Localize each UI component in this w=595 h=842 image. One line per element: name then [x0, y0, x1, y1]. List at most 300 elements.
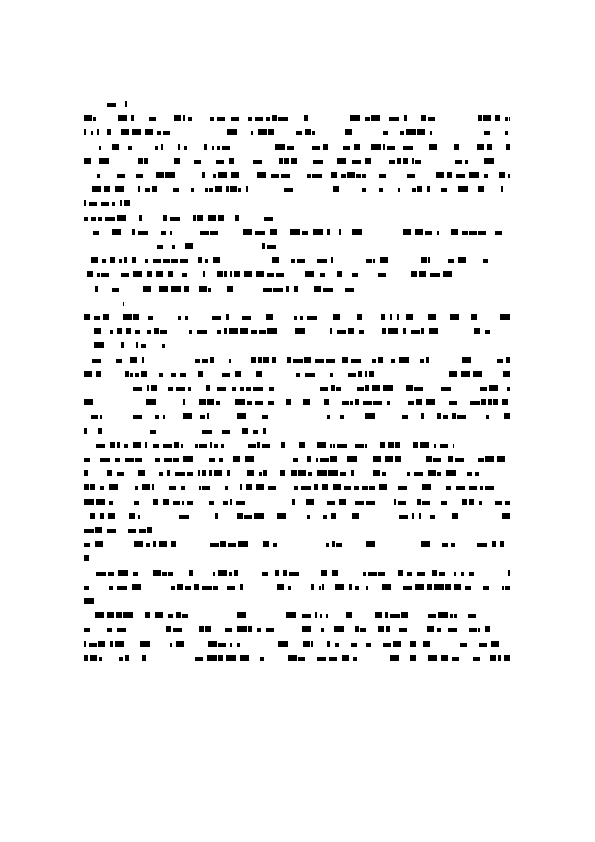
glyph-run: [343, 146, 350, 150]
glyph-run: [193, 215, 196, 221]
glyph-run: [334, 626, 344, 632]
glyph-run: [399, 357, 409, 363]
glyph-run: [152, 186, 157, 192]
glyph-run: [202, 359, 208, 363]
glyph-run: [218, 643, 226, 647]
glyph-run: [199, 486, 201, 490]
glyph-run: [94, 342, 104, 348]
glyph-run: [321, 628, 324, 632]
glyph-run: [226, 655, 236, 661]
glyph-run: [505, 131, 508, 135]
glyph-run: [214, 444, 218, 448]
glyph-run: [419, 271, 426, 277]
glyph-run: [177, 584, 183, 590]
glyph-run: [407, 572, 412, 576]
glyph-run: [403, 586, 412, 590]
glyph-run: [232, 387, 236, 391]
glyph-run: [224, 271, 227, 277]
glyph-run: [492, 541, 496, 547]
glyph-run: [437, 413, 441, 419]
glyph-run: [484, 174, 488, 178]
text-line: [84, 300, 124, 306]
glyph-run: [415, 229, 423, 235]
glyph-run: [371, 115, 380, 121]
glyph-run: [200, 415, 205, 419]
glyph-run: [356, 174, 361, 178]
glyph-run: [133, 415, 142, 419]
glyph-run: [428, 117, 435, 121]
glyph-run: [294, 286, 298, 292]
glyph-run: [348, 328, 354, 334]
glyph-run: [395, 456, 401, 462]
glyph-run: [152, 484, 154, 490]
glyph-run: [378, 626, 384, 632]
glyph-run: [403, 146, 413, 150]
glyph-run: [454, 572, 456, 576]
glyph-run: [320, 614, 322, 618]
glyph-run: [320, 387, 328, 391]
glyph-run: [144, 158, 148, 164]
glyph-run: [428, 314, 436, 320]
glyph-run: [162, 572, 167, 576]
glyph-run: [195, 444, 198, 448]
glyph-run: [208, 288, 211, 292]
glyph-run: [323, 515, 327, 519]
glyph-run: [84, 655, 88, 661]
glyph-run: [306, 499, 314, 505]
glyph-run: [437, 472, 441, 476]
glyph-run: [214, 470, 222, 476]
glyph-run: [267, 245, 276, 249]
glyph-run: [98, 217, 102, 221]
glyph-run: [419, 513, 421, 519]
glyph-run: [202, 486, 210, 490]
text-line: [84, 598, 112, 604]
text-line: [84, 385, 510, 391]
glyph-run: [480, 387, 487, 391]
glyph-run: [263, 357, 269, 363]
glyph-run: [308, 472, 312, 476]
glyph-run: [108, 513, 115, 519]
glyph-run: [151, 385, 157, 391]
glyph-run: [121, 129, 129, 135]
text-line: [84, 499, 510, 505]
glyph-run: [217, 146, 220, 150]
glyph-run: [500, 314, 510, 320]
text-line: [84, 413, 510, 419]
glyph-run: [327, 501, 335, 505]
glyph-run: [428, 257, 430, 263]
text-line: [84, 513, 510, 519]
glyph-run: [189, 330, 192, 334]
glyph-run: [244, 515, 252, 519]
glyph-run: [401, 612, 408, 618]
glyph-run: [215, 513, 218, 519]
glyph-run: [171, 286, 181, 292]
glyph-run: [213, 257, 220, 263]
glyph-run: [272, 115, 277, 121]
glyph-run: [302, 614, 311, 618]
glyph-run: [452, 513, 458, 519]
glyph-run: [406, 385, 413, 391]
glyph-run: [434, 444, 436, 448]
glyph-run: [373, 401, 382, 405]
glyph-run: [217, 387, 226, 391]
glyph-run: [302, 231, 308, 235]
glyph-run: [286, 399, 291, 405]
glyph-run: [251, 357, 256, 363]
glyph-run: [216, 160, 224, 164]
glyph-run: [339, 499, 346, 505]
glyph-run: [199, 444, 207, 448]
glyph-run: [131, 115, 134, 121]
glyph-run: [248, 444, 256, 448]
glyph-run: [322, 484, 328, 490]
glyph-run: [139, 215, 142, 221]
glyph-run: [195, 359, 200, 363]
glyph-run: [91, 217, 96, 221]
glyph-run: [317, 470, 327, 476]
glyph-run: [98, 641, 105, 647]
glyph-run: [382, 472, 386, 476]
text-line: [84, 144, 510, 150]
glyph-run: [363, 572, 366, 576]
glyph-run: [199, 626, 204, 632]
glyph-run: [478, 628, 480, 632]
glyph-run: [215, 186, 222, 192]
glyph-run: [420, 442, 429, 448]
glyph-run: [207, 413, 209, 419]
glyph-run: [168, 572, 173, 576]
glyph-run: [96, 572, 106, 576]
glyph-run: [331, 385, 335, 391]
glyph-run: [153, 570, 161, 576]
glyph-run: [217, 271, 223, 277]
glyph-run: [142, 357, 144, 363]
glyph-run: [130, 357, 137, 363]
glyph-run: [100, 513, 104, 519]
glyph-run: [295, 328, 305, 334]
glyph-run: [407, 472, 410, 476]
glyph-run: [357, 314, 362, 320]
glyph-run: [381, 314, 385, 320]
glyph-run: [448, 259, 454, 263]
glyph-run: [302, 626, 311, 632]
glyph-run: [134, 541, 143, 547]
text-line: [84, 271, 454, 277]
glyph-run: [256, 271, 264, 277]
glyph-run: [368, 572, 377, 576]
glyph-run: [91, 257, 98, 263]
glyph-run: [428, 655, 437, 661]
glyph-run: [332, 570, 338, 576]
glyph-run: [110, 442, 115, 448]
glyph-run: [202, 172, 205, 178]
glyph-run: [157, 131, 161, 135]
glyph-run: [182, 614, 188, 618]
glyph-run: [395, 442, 400, 448]
glyph-run: [283, 570, 287, 576]
glyph-run: [222, 430, 230, 434]
glyph-run: [84, 314, 90, 320]
glyph-run: [313, 229, 323, 235]
glyph-run: [134, 501, 139, 505]
glyph-run: [481, 399, 486, 405]
glyph-run: [117, 442, 120, 448]
glyph-run: [373, 259, 375, 263]
glyph-run: [262, 444, 270, 448]
glyph-run: [163, 215, 167, 221]
glyph-run: [126, 328, 131, 334]
glyph-run: [408, 401, 414, 405]
glyph-run: [326, 614, 328, 618]
glyph-run: [99, 657, 102, 661]
glyph-run: [312, 131, 315, 135]
glyph-run: [337, 271, 342, 277]
glyph-run: [237, 626, 247, 632]
glyph-run: [155, 612, 163, 618]
glyph-run: [372, 359, 376, 363]
glyph-run: [101, 202, 109, 206]
glyph-run: [195, 657, 203, 661]
glyph-run: [210, 442, 212, 448]
glyph-run: [426, 357, 429, 363]
glyph-run: [337, 158, 346, 164]
glyph-run: [99, 158, 109, 164]
glyph-run: [84, 399, 93, 405]
text-line: [84, 286, 354, 292]
glyph-run: [222, 146, 230, 150]
glyph-run: [399, 628, 407, 632]
glyph-run: [230, 271, 232, 277]
glyph-run: [298, 470, 306, 476]
glyph-run: [202, 586, 212, 590]
glyph-run: [388, 328, 398, 334]
glyph-run: [465, 160, 468, 164]
glyph-run: [477, 543, 487, 547]
glyph-run: [184, 146, 187, 150]
glyph-run: [209, 470, 212, 476]
glyph-run: [205, 259, 208, 263]
glyph-run: [119, 657, 123, 661]
glyph-run: [147, 527, 152, 533]
text-line: [84, 243, 284, 249]
glyph-run: [140, 641, 150, 647]
glyph-run: [330, 328, 332, 334]
glyph-run: [141, 344, 146, 348]
glyph-run: [502, 586, 504, 590]
glyph-run: [240, 484, 242, 490]
glyph-run: [84, 641, 86, 647]
text-line: [84, 115, 510, 121]
glyph-run: [112, 202, 115, 206]
glyph-run: [294, 486, 298, 490]
glyph-run: [458, 186, 468, 192]
glyph-run: [414, 387, 423, 391]
glyph-run: [141, 371, 147, 377]
glyph-run: [305, 373, 315, 377]
glyph-run: [398, 501, 406, 505]
glyph-run: [155, 146, 158, 150]
glyph-run: [227, 286, 233, 292]
glyph-run: [333, 186, 339, 192]
glyph-run: [188, 117, 192, 121]
glyph-run: [333, 484, 341, 490]
glyph-run: [281, 442, 285, 448]
glyph-run: [266, 314, 273, 320]
glyph-run: [108, 572, 114, 576]
glyph-run: [125, 458, 134, 462]
glyph-run: [365, 385, 369, 391]
glyph-run: [125, 655, 129, 661]
glyph-run: [448, 628, 457, 632]
glyph-run: [304, 115, 308, 121]
glyph-run: [365, 413, 375, 419]
glyph-run: [428, 614, 436, 618]
glyph-run: [417, 572, 425, 576]
glyph-run: [305, 271, 314, 277]
glyph-run: [357, 387, 364, 391]
glyph-run: [483, 259, 488, 263]
glyph-run: [351, 359, 361, 363]
glyph-run: [300, 316, 303, 320]
glyph-run: [161, 231, 166, 235]
glyph-run: [91, 131, 93, 135]
glyph-run: [351, 643, 357, 647]
glyph-run: [373, 470, 380, 476]
glyph-run: [95, 541, 103, 547]
glyph-run: [490, 655, 496, 661]
glyph-run: [176, 641, 184, 647]
glyph-run: [118, 570, 128, 576]
glyph-run: [170, 643, 172, 647]
glyph-run: [469, 231, 477, 235]
text-line: [84, 342, 176, 348]
glyph-run: [393, 641, 401, 647]
glyph-run: [467, 472, 472, 476]
glyph-run: [107, 612, 114, 618]
glyph-run: [383, 385, 393, 391]
glyph-run: [133, 442, 141, 448]
glyph-run: [406, 129, 416, 135]
glyph-run: [291, 158, 297, 164]
glyph-run: [286, 286, 289, 292]
glyph-run: [93, 117, 96, 121]
glyph-run: [231, 172, 239, 178]
glyph-run: [132, 229, 135, 235]
glyph-run: [272, 257, 279, 263]
text-line: [84, 314, 510, 320]
glyph-run: [174, 115, 181, 121]
glyph-run: [251, 330, 257, 334]
glyph-run: [469, 628, 477, 632]
glyph-run: [414, 472, 423, 476]
glyph-run: [156, 172, 164, 178]
glyph-run: [342, 357, 348, 363]
glyph-run: [205, 626, 211, 632]
glyph-run: [84, 129, 86, 135]
glyph-run: [142, 484, 150, 490]
glyph-run: [330, 444, 332, 448]
glyph-run: [153, 259, 161, 263]
glyph-run: [142, 655, 146, 661]
glyph-run: [307, 174, 311, 178]
glyph-run: [231, 117, 239, 121]
glyph-run: [109, 501, 113, 505]
glyph-run: [291, 259, 295, 263]
glyph-run: [362, 174, 366, 178]
glyph-run: [229, 572, 232, 576]
glyph-run: [145, 612, 150, 618]
glyph-run: [331, 257, 333, 263]
glyph-run: [109, 586, 113, 590]
glyph-run: [146, 543, 150, 547]
glyph-run: [378, 273, 386, 277]
glyph-run: [336, 543, 342, 547]
glyph-run: [293, 359, 303, 363]
glyph-run: [341, 174, 346, 178]
glyph-run: [117, 215, 126, 221]
glyph-run: [486, 415, 489, 419]
glyph-run: [185, 316, 188, 320]
glyph-run: [237, 513, 243, 519]
glyph-run: [469, 172, 479, 178]
glyph-run: [183, 456, 193, 462]
text-line: [84, 541, 510, 547]
glyph-run: [450, 614, 453, 618]
text-line: [84, 470, 510, 476]
glyph-run: [430, 131, 432, 135]
glyph-run: [307, 515, 310, 519]
glyph-run: [291, 470, 297, 476]
glyph-run: [159, 541, 167, 547]
glyph-run: [84, 543, 90, 547]
glyph-run: [200, 231, 209, 235]
glyph-run: [441, 501, 447, 505]
glyph-run: [423, 641, 430, 647]
glyph-run: [277, 584, 284, 590]
glyph-run: [421, 328, 424, 334]
glyph-run: [304, 357, 311, 363]
glyph-run: [339, 229, 341, 235]
glyph-run: [317, 657, 326, 661]
glyph-run: [294, 316, 297, 320]
glyph-run: [205, 188, 208, 192]
glyph-run: [505, 117, 508, 121]
glyph-run: [168, 387, 173, 391]
text-line: [84, 456, 510, 462]
glyph-run: [410, 655, 416, 661]
glyph-run: [509, 117, 510, 121]
glyph-run: [280, 470, 285, 476]
glyph-run: [159, 472, 163, 476]
glyph-run: [116, 612, 122, 618]
glyph-run: [163, 499, 169, 505]
glyph-run: [427, 626, 434, 632]
glyph-run: [112, 229, 121, 235]
glyph-run: [180, 373, 186, 377]
glyph-run: [132, 584, 141, 590]
glyph-run: [469, 499, 474, 505]
glyph-run: [305, 129, 311, 135]
glyph-run: [429, 144, 437, 150]
glyph-run: [273, 543, 277, 547]
glyph-run: [217, 117, 225, 121]
glyph-run: [185, 243, 193, 249]
glyph-run: [255, 401, 263, 405]
glyph-run: [402, 415, 408, 419]
glyph-run: [503, 371, 510, 377]
